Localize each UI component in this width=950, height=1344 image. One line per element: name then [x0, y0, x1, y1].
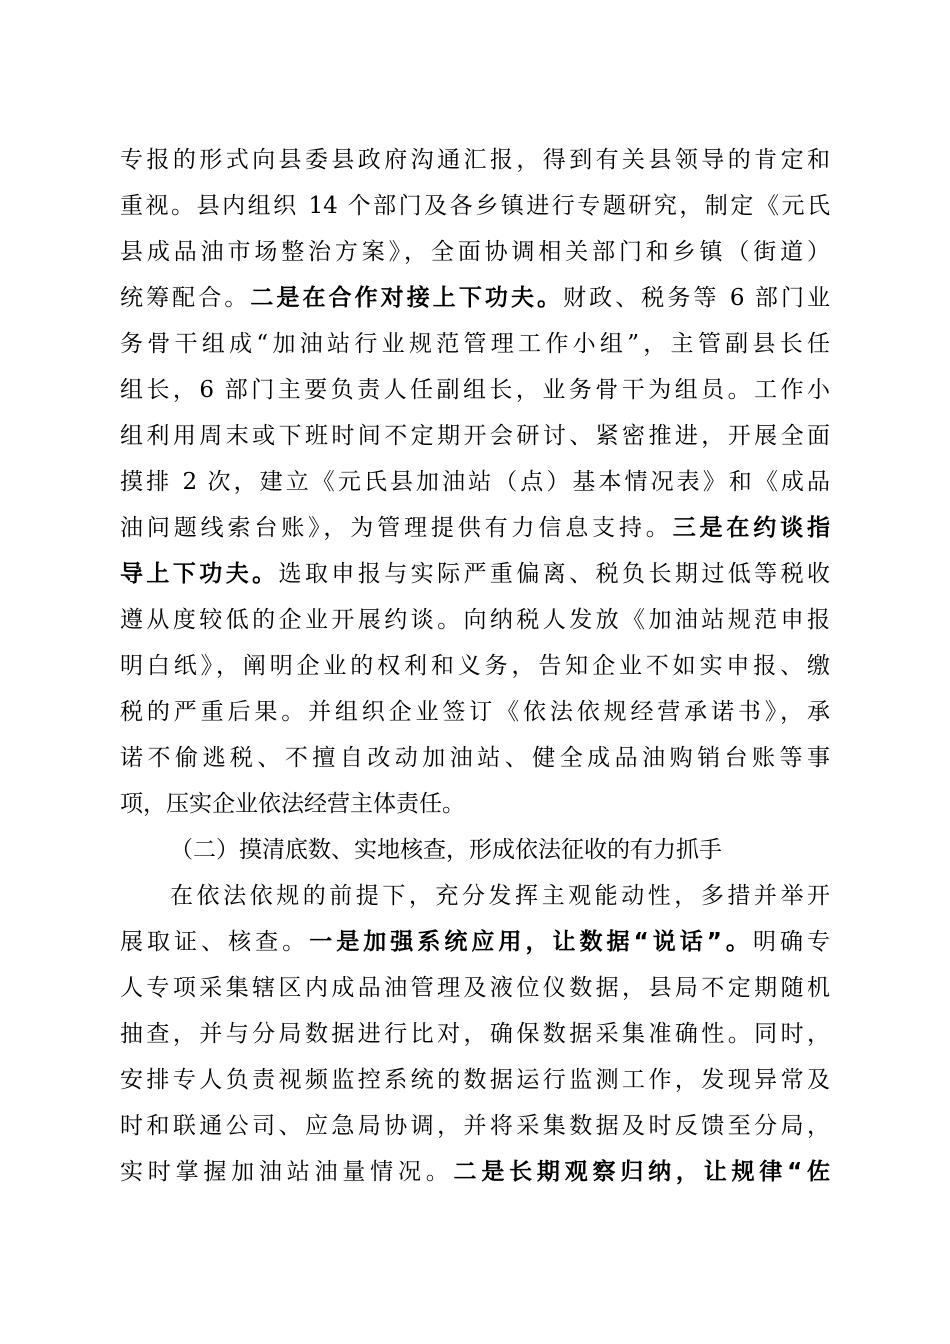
text-line-6 [120, 370, 830, 410]
text-run: 遵从度较低的企业开展约谈。向纳税人发放《加油站规范申报 [120, 607, 830, 633]
text-run: 务骨干组成“加油站行业规范管理工作小组”，主管副县长任 [120, 331, 830, 357]
text-line-19 [120, 968, 830, 1008]
text-line-11 [120, 600, 830, 640]
text-run: 时和联通公司、应急局协调，并将采集数据及时反馈至分局， [120, 1113, 830, 1139]
text-run: 摸排 2 次，建立《元氏县加油站（点）基本情况表》和《成品 [120, 469, 830, 495]
text-run: 在依法依规的前提下，充分发挥主观能动性，多措并举开 [170, 883, 830, 909]
text-run: 明白纸》，阐明企业的权利和义务，告知企业不如实申报、缴 [120, 653, 830, 679]
section-heading [170, 830, 830, 870]
text-line-5 [120, 324, 830, 364]
text-run: 税的严重后果。并组织企业签订《依法依规经营承诺书》，承 [120, 699, 830, 725]
text-run: 实时掌握加油站油量情况。 [120, 1159, 454, 1185]
text-run: 人专项采集辖区内成品油管理及液位仪数据，县局不定期随机 [120, 975, 830, 1001]
text-run: 诺不偷逃税、不擅自改动加油站、健全成品油购销台账等事 [120, 745, 830, 771]
text-line-18 [120, 922, 830, 962]
bold-run: 三是在约谈指 [672, 515, 831, 541]
bold-run: 二是长期观察归纳，让规律“佐 [453, 1159, 830, 1185]
text-line-14 [120, 738, 830, 778]
text-line-1 [120, 140, 830, 180]
text-run: 安排专人负责视频监控系统的数据运行监测工作，发现异常及 [120, 1067, 830, 1093]
text-run: 抽查，并与分局数据进行比对，确保数据采集准确性。同时， [120, 1021, 830, 1047]
text-run: 油问题线索台账》，为管理提供有力信息支持。 [120, 515, 673, 541]
text-line-22 [120, 1106, 830, 1146]
text-line-13 [120, 692, 830, 732]
text-run: 县成品油市场整治方案》，全面协调相关部门和乡镇（街道） [120, 239, 830, 265]
text-line-9 [120, 508, 830, 548]
text-run: 统筹配合。 [120, 285, 251, 311]
text-line-8 [120, 462, 830, 502]
text-run: 组长，6 部门主要负责人任副组长，业务骨干为组员。工作小 [120, 377, 830, 403]
bold-run: 二是在合作对接上下功夫。 [250, 285, 564, 311]
text-line-15 [120, 784, 830, 824]
text-run: 重视。县内组织 14 个部门及各乡镇进行专题研究，制定《元氏 [120, 193, 830, 219]
text-run: 明确专 [752, 929, 831, 955]
text-line-20 [120, 1014, 830, 1054]
text-run: 展取证、核查。 [120, 929, 310, 955]
text-run: 财政、税务等 6 部门业 [563, 285, 831, 311]
text-line-2 [120, 186, 830, 226]
text-run: 项，压实企业依法经营主体责任。 [120, 791, 465, 817]
text-run: 专报的形式向县委县政府沟通汇报，得到有关县领导的肯定和 [120, 147, 830, 173]
text-line-7 [120, 416, 830, 456]
text-line-4 [120, 278, 830, 318]
bold-run: 导上下功夫。 [120, 561, 279, 587]
text-run: 组利用周末或下班时间不定期开会研讨、紧密推进，开展全面 [120, 423, 830, 449]
text-line-3 [120, 232, 830, 272]
text-run: 选取申报与实际严重偏离、税负长期过低等税收 [278, 561, 831, 587]
text-run: （二）摸清底数、实地核查，形成依法征收的有力抓手 [170, 837, 722, 863]
text-line-17 [170, 876, 830, 916]
text-line-10 [120, 554, 830, 594]
text-line-21 [120, 1060, 830, 1100]
text-line-12 [120, 646, 830, 686]
text-line-23 [120, 1152, 830, 1192]
bold-run: 一是加强系统应用，让数据“说话”。 [309, 929, 753, 955]
